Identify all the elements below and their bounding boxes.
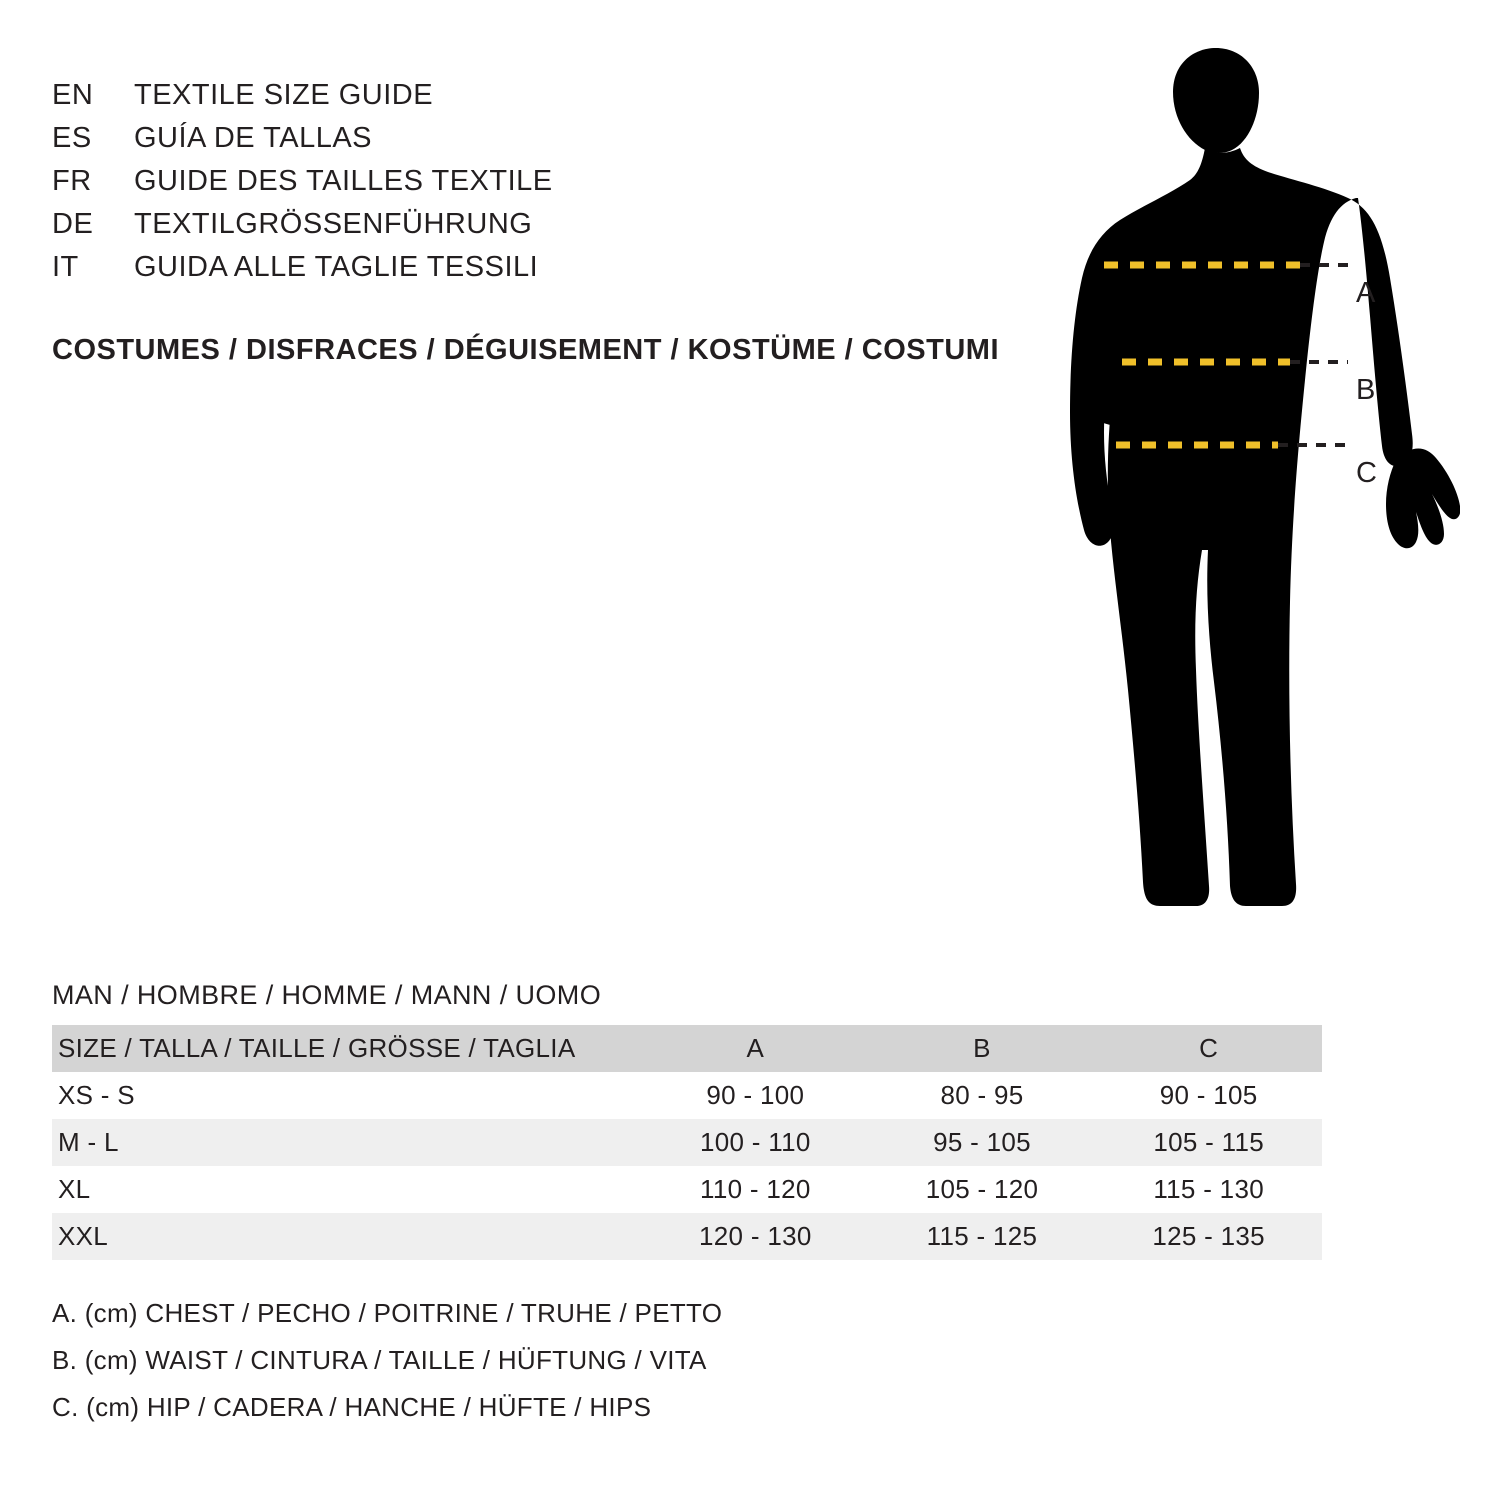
table-header-b: B: [869, 1025, 1096, 1072]
row-value-b: 80 - 95: [940, 1080, 1024, 1110]
language-title-block: [52, 74, 1012, 289]
row-value-c: 115 - 130: [1153, 1174, 1264, 1204]
language-code-es: ES: [52, 122, 92, 154]
language-row-de: [52, 203, 1012, 246]
size-table: [52, 1025, 1322, 1260]
row-value-c: 125 - 135: [1152, 1221, 1265, 1251]
category-line: COSTUMES / DISFRACES / DÉGUISEMENT / KOSTÜME / COSTUMI: [52, 334, 999, 366]
body-silhouette-icon: [1070, 48, 1460, 906]
measure-label-c: C: [1356, 457, 1378, 489]
table-header-a: A: [642, 1025, 869, 1072]
row-value-a: 120 - 130: [699, 1221, 812, 1251]
language-code-fr: FR: [52, 165, 92, 197]
row-value-b: 105 - 120: [925, 1174, 1039, 1204]
language-text-en: TEXTILE SIZE GUIDE: [134, 79, 434, 111]
measurement-figure: [1000, 30, 1460, 930]
row-size-label: XXL: [58, 1221, 109, 1251]
table-row: [52, 1072, 1322, 1119]
table-header-c: C: [1095, 1025, 1322, 1072]
row-value-a: 90 - 100: [706, 1080, 805, 1110]
language-code-it: IT: [52, 251, 79, 283]
legend-line-c: C. (cm) HIP / CADERA / HANCHE / HÜFTE / HIPS: [52, 1392, 652, 1422]
table-group-title: MAN / HOMBRE / HOMME / MANN / UOMO: [52, 980, 602, 1010]
language-text-it: GUIDA ALLE TAGLIE TESSILI: [134, 251, 539, 283]
table-header-size: SIZE / TALLA / TAILLE / GRÖSSE / TAGLIA: [52, 1025, 642, 1072]
measurement-legend: [52, 1290, 1152, 1431]
row-value-a: 100 - 110: [700, 1127, 811, 1157]
measure-label-a: A: [1356, 277, 1376, 309]
row-size-label: XL: [58, 1174, 91, 1204]
language-text-de: TEXTILGRÖSSENFÜHRUNG: [134, 208, 533, 240]
size-table-section: [52, 980, 1448, 1260]
row-value-a: 110 - 120: [700, 1174, 811, 1204]
table-row: [52, 1166, 1322, 1213]
language-text-es: GUÍA DE TALLAS: [134, 122, 373, 154]
language-code-de: DE: [52, 208, 94, 240]
table-header-row: [52, 1025, 1322, 1072]
row-value-b: 115 - 125: [926, 1221, 1038, 1251]
row-size-label: M - L: [58, 1127, 119, 1157]
language-row-en: [52, 74, 1012, 117]
row-value-b: 95 - 105: [933, 1127, 1031, 1157]
table-row: [52, 1119, 1322, 1166]
row-value-c: 90 - 105: [1159, 1080, 1258, 1110]
legend-line-a: A. (cm) CHEST / PECHO / POITRINE / TRUHE / PETTO: [52, 1298, 723, 1328]
language-row-it: [52, 246, 1012, 289]
row-value-c: 105 - 115: [1153, 1127, 1264, 1157]
language-row-es: [52, 117, 1012, 160]
language-code-en: EN: [52, 79, 94, 111]
language-text-fr: GUIDE DES TAILLES TEXTILE: [134, 165, 553, 197]
table-row: [52, 1213, 1322, 1260]
legend-line-b: B. (cm) WAIST / CINTURA / TAILLE / HÜFTUNG / VITA: [52, 1345, 707, 1375]
measure-label-b: B: [1356, 374, 1376, 406]
language-row-fr: [52, 160, 1012, 203]
row-size-label: XS - S: [58, 1080, 135, 1110]
